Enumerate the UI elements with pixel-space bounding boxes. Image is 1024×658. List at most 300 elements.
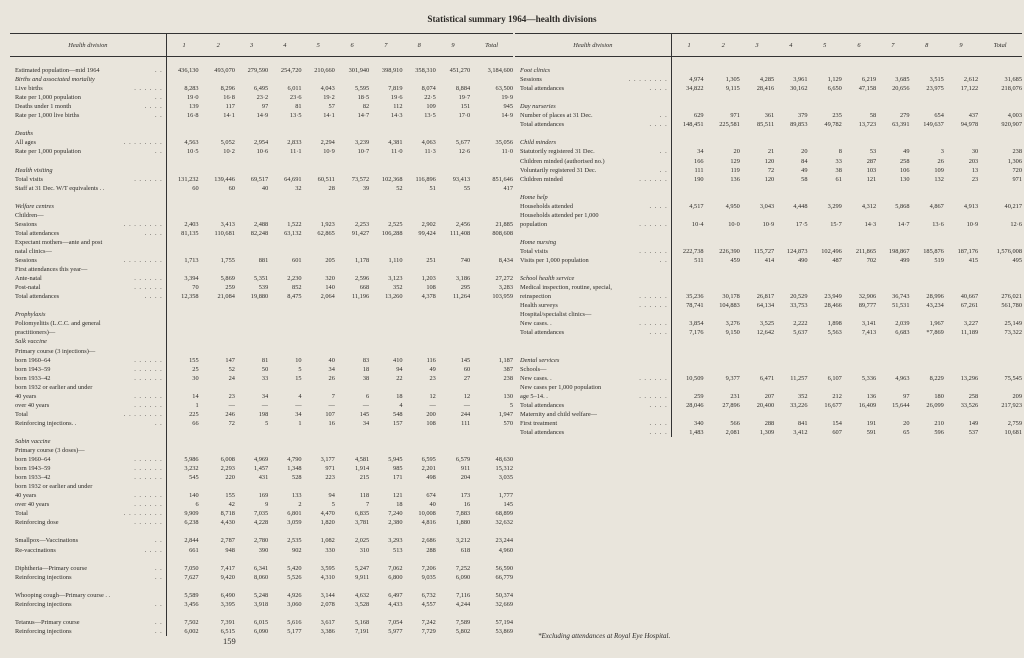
row-label	[515, 410, 671, 419]
row-label-text: New cases per 1,000 population	[520, 383, 602, 391]
value-cell	[235, 247, 268, 256]
value-cell	[235, 301, 268, 310]
row-label-text: Foot clinics	[520, 67, 551, 75]
value-cell: 539	[258, 284, 269, 292]
value-cell	[335, 193, 369, 202]
value-cell: 2,293	[220, 465, 235, 473]
row-label	[10, 120, 166, 129]
value-cell: 173	[460, 492, 471, 500]
leader-dots: . . . . . . . .	[123, 257, 163, 265]
value-cell	[166, 301, 201, 310]
table-row	[10, 473, 513, 482]
value-cell: 136	[730, 175, 740, 183]
value-cell: 2,201	[421, 465, 436, 473]
value-cell: 10,008	[418, 510, 436, 518]
total-cell: 238	[503, 374, 513, 382]
value-cell: 104,883	[719, 302, 740, 310]
value-cell	[235, 582, 268, 591]
value-cell	[671, 66, 706, 75]
value-cell	[436, 157, 470, 166]
value-cell	[944, 283, 978, 292]
row-label-text: Post-natal	[15, 284, 41, 292]
row-label	[10, 238, 166, 247]
value-cell	[403, 57, 436, 67]
value-cell	[302, 238, 335, 247]
total-cell: 971	[1012, 175, 1022, 183]
row-label	[10, 274, 166, 283]
table-row	[10, 310, 513, 319]
table-row	[515, 310, 1022, 319]
value-cell	[268, 301, 301, 310]
value-cell: 14·9	[256, 112, 269, 120]
total-cell	[470, 428, 513, 437]
row-label	[10, 93, 166, 102]
row-label-text: Salk vaccine	[15, 338, 47, 346]
value-cell: 5,802	[455, 627, 471, 635]
row-label-text: Expectant mothers—ante and post	[15, 238, 103, 246]
left-statistics-table	[10, 33, 513, 636]
value-cell: 3,060	[287, 600, 302, 608]
value-cell	[403, 238, 436, 247]
value-cell: 185,876	[923, 247, 944, 255]
total-cell	[470, 310, 513, 319]
value-cell: 7,413	[861, 329, 877, 337]
value-cell: 121	[866, 175, 877, 183]
value-cell: 36,743	[892, 293, 910, 301]
total-cell: 27,272	[495, 275, 513, 283]
row-label-text: Re-vaccinations	[15, 546, 56, 554]
value-cell	[166, 347, 201, 356]
value-cell: 4,228	[253, 519, 269, 527]
total-cell	[470, 75, 513, 84]
value-cell	[808, 274, 842, 283]
value-cell: 33,753	[790, 302, 808, 310]
value-cell	[910, 356, 944, 365]
value-cell: 51	[429, 184, 436, 192]
value-cell	[202, 328, 235, 337]
value-cell: 6,497	[388, 591, 403, 599]
table-row	[10, 464, 513, 473]
value-cell	[774, 102, 807, 111]
value-cell	[774, 365, 807, 374]
value-cell	[842, 229, 876, 238]
row-label-text: Total attendances	[520, 121, 565, 129]
value-cell	[403, 301, 436, 310]
total-cell	[470, 157, 513, 166]
row-label-text: natal clinics—	[15, 247, 52, 255]
row-label	[515, 256, 671, 265]
value-cell	[740, 57, 774, 67]
value-cell: 17·5	[795, 220, 808, 228]
value-cell: 78,741	[671, 301, 706, 310]
table-row	[10, 301, 513, 310]
value-cell	[166, 120, 201, 129]
value-cell: 49	[903, 148, 910, 156]
value-cell: 985	[393, 465, 403, 473]
value-cell	[369, 347, 402, 356]
total-cell	[978, 410, 1022, 419]
value-cell	[740, 265, 774, 274]
value-cell: 4	[298, 392, 302, 400]
value-cell: 4,557	[421, 600, 436, 608]
value-cell: 3,212	[455, 537, 471, 545]
value-cell: 117	[225, 103, 235, 111]
value-cell: 537	[968, 428, 979, 436]
value-cell	[335, 482, 369, 491]
row-label-text: Deaths	[15, 130, 33, 138]
table-row	[515, 193, 1022, 202]
leader-dots: . .	[154, 618, 163, 626]
value-cell: 2,078	[320, 600, 335, 608]
value-cell	[910, 410, 944, 419]
value-cell: 93,413	[452, 175, 471, 183]
value-cell	[302, 166, 335, 175]
total-cell: 4,960	[498, 546, 513, 554]
value-cell	[808, 337, 842, 346]
value-cell	[774, 229, 807, 238]
value-cell: 948	[225, 546, 235, 554]
value-cell: 3,059	[287, 519, 302, 527]
value-cell	[740, 383, 774, 392]
row-label-text: Estimated population—mid 1964	[15, 67, 100, 75]
value-cell: 26,099	[926, 401, 944, 409]
value-cell: 436,130	[166, 66, 201, 75]
table-row	[515, 66, 1022, 75]
table-row	[515, 138, 1022, 147]
value-cell	[436, 555, 470, 564]
value-cell: 2,294	[320, 139, 335, 147]
row-label	[10, 546, 166, 555]
value-cell	[707, 265, 740, 274]
total-cell	[978, 102, 1022, 111]
value-cell: 6,490	[220, 591, 235, 599]
value-cell: 2,535	[287, 537, 302, 545]
value-cell	[944, 238, 978, 247]
value-cell	[335, 75, 369, 84]
value-cell: 607	[832, 428, 842, 436]
value-cell: 4,950	[725, 202, 740, 210]
table-row	[515, 347, 1022, 356]
value-cell	[369, 166, 402, 175]
value-cell	[335, 265, 369, 274]
value-cell	[235, 437, 268, 446]
table-row	[10, 129, 513, 138]
total-cell: 1,576,008	[996, 247, 1022, 255]
value-cell: 13·5	[424, 112, 436, 120]
leader-dots: . . . . . . . .	[123, 220, 163, 228]
row-label	[10, 437, 166, 446]
value-cell	[403, 582, 436, 591]
value-cell: *7,869	[926, 329, 944, 337]
value-cell: 3,515	[929, 76, 944, 84]
total-cell	[470, 129, 513, 138]
value-cell	[740, 238, 774, 247]
total-cell: 63,500	[495, 85, 513, 93]
value-cell	[302, 247, 335, 256]
table-row	[515, 84, 1022, 93]
value-cell	[808, 383, 842, 392]
value-cell: 30,178	[722, 293, 740, 301]
table-row	[10, 283, 513, 292]
total-cell: 570	[503, 419, 513, 427]
row-label	[515, 166, 671, 175]
value-cell	[671, 383, 706, 392]
table-row	[515, 401, 1022, 410]
value-cell: 119	[730, 166, 740, 174]
leader-dots: . .	[659, 257, 668, 265]
value-cell	[707, 57, 740, 67]
value-cell: 16,677	[824, 401, 842, 409]
value-cell	[774, 129, 807, 138]
value-cell	[808, 102, 842, 111]
value-cell: 116,896	[415, 175, 436, 183]
value-cell: 109	[934, 166, 944, 174]
table-row	[10, 319, 513, 328]
row-label	[10, 256, 166, 265]
value-cell	[707, 102, 740, 111]
value-cell	[403, 383, 436, 392]
value-cell	[202, 247, 235, 256]
row-label	[10, 627, 166, 636]
leader-dots: . . . . . . . .	[123, 510, 163, 518]
row-label-text: Sabin vaccine	[15, 437, 51, 445]
value-cell	[369, 582, 402, 591]
value-cell	[808, 347, 842, 356]
value-cell: 19·2	[323, 94, 335, 102]
value-cell	[268, 609, 301, 618]
value-cell	[774, 265, 807, 274]
value-cell	[740, 337, 774, 346]
value-cell: 63,132	[284, 229, 302, 237]
value-cell: 6,835	[354, 510, 370, 518]
value-cell	[166, 609, 201, 618]
value-cell	[707, 229, 740, 238]
value-cell	[808, 365, 842, 374]
value-cell	[910, 66, 944, 75]
row-label-text: Children minded	[520, 175, 563, 183]
value-cell: 5,977	[388, 627, 403, 635]
leader-dots: . . . . . .	[134, 501, 163, 509]
value-cell: 6,595	[421, 456, 436, 464]
value-cell: 287	[866, 157, 877, 165]
leader-dots: . . . . . .	[134, 474, 163, 482]
leader-dots: . . . . . . . .	[628, 76, 668, 84]
value-cell: 16·8	[166, 111, 201, 120]
value-cell: 220	[225, 474, 235, 482]
total-cell: 4,003	[1007, 112, 1022, 120]
value-cell	[671, 184, 706, 193]
leader-dots: . . . .	[144, 546, 163, 554]
value-cell: 740	[460, 257, 471, 265]
value-cell: 26	[937, 157, 944, 165]
table-row	[10, 138, 513, 147]
row-label-text: Reinforcing injections	[15, 600, 72, 608]
value-cell: 3,177	[320, 456, 335, 464]
row-label-text: Statutorily registered 31 Dec.	[520, 148, 595, 156]
value-cell: 4,310	[320, 573, 335, 581]
row-label	[515, 301, 671, 310]
value-cell: 3,227	[963, 320, 979, 328]
value-cell: 157	[393, 419, 403, 427]
value-cell: 437	[968, 112, 979, 120]
total-cell	[978, 365, 1022, 374]
value-cell: 212	[832, 392, 842, 400]
total-cell	[470, 120, 513, 129]
value-cell: 108	[426, 419, 436, 427]
value-cell: 51,531	[892, 302, 910, 310]
value-cell	[910, 138, 944, 147]
value-cell	[842, 310, 876, 319]
value-cell	[335, 129, 369, 138]
value-cell: 3,617	[320, 618, 335, 626]
value-cell	[369, 211, 402, 220]
value-cell	[268, 328, 301, 337]
value-cell	[740, 310, 774, 319]
value-cell: 19·7	[458, 94, 471, 102]
value-cell: 2,222	[793, 320, 808, 328]
value-cell: 4,581	[354, 456, 370, 464]
row-label	[10, 102, 166, 111]
value-cell: 52	[228, 365, 235, 373]
value-cell: 4,244	[455, 600, 471, 608]
value-cell: 72	[767, 166, 775, 174]
value-cell	[740, 283, 774, 292]
value-cell: 12	[463, 392, 471, 400]
value-cell	[842, 265, 876, 274]
row-label-text: First attendances this year—	[15, 266, 88, 274]
value-cell: 5,420	[287, 564, 302, 572]
page-number: 159	[223, 636, 236, 646]
value-cell: 35,236	[671, 292, 706, 301]
value-cell: 3,456	[166, 600, 201, 609]
total-cell: 12·6	[1010, 220, 1022, 228]
value-cell: 82,248	[250, 229, 269, 237]
value-cell	[166, 437, 201, 446]
table-row	[515, 129, 1022, 138]
value-cell: 398,910	[381, 67, 403, 75]
value-cell: 4,285	[759, 76, 775, 84]
value-cell: 2,902	[421, 220, 436, 228]
table-row	[515, 356, 1022, 365]
leader-dots: . . . .	[649, 121, 668, 129]
value-cell: 166	[671, 157, 706, 166]
value-cell	[166, 383, 201, 392]
total-cell	[470, 609, 513, 618]
value-cell	[808, 356, 842, 365]
value-cell	[235, 446, 268, 455]
table-row	[515, 57, 1022, 67]
row-label	[10, 609, 166, 618]
value-cell	[944, 102, 978, 111]
value-cell	[335, 211, 369, 220]
table-row	[10, 527, 513, 536]
value-cell: 23,975	[926, 85, 944, 93]
total-cell	[978, 274, 1022, 283]
value-cell	[910, 365, 944, 374]
row-label-text: population	[520, 220, 548, 228]
value-cell	[302, 202, 335, 211]
table-row	[10, 238, 513, 247]
value-cell: 133	[292, 492, 302, 500]
leader-dots: . . . . . .	[639, 392, 668, 400]
leader-dots: . . . . . .	[639, 320, 668, 328]
value-cell	[671, 193, 706, 202]
col-header: 9	[944, 34, 978, 57]
value-cell: 661	[166, 546, 201, 555]
value-cell	[202, 75, 235, 84]
value-cell: 4,816	[421, 519, 436, 527]
value-cell: 13,260	[385, 293, 403, 301]
value-cell: 19·0	[166, 93, 201, 102]
value-cell: 493,070	[214, 67, 235, 75]
leader-dots: . . . .	[649, 401, 668, 409]
total-cell: 920,907	[1001, 121, 1022, 129]
value-cell	[166, 129, 201, 138]
value-cell	[369, 202, 402, 211]
value-cell: 109	[426, 103, 436, 111]
total-cell: 808,608	[492, 229, 513, 237]
value-cell: 81	[261, 356, 269, 364]
value-cell: 4,043	[320, 85, 335, 93]
value-cell: 1,914	[354, 465, 370, 473]
value-cell: 6,732	[421, 591, 436, 599]
value-cell: 10·9	[323, 148, 335, 156]
table-row	[10, 247, 513, 256]
value-cell	[403, 319, 436, 328]
value-cell	[335, 166, 369, 175]
total-cell	[978, 193, 1022, 202]
value-cell: 83	[362, 356, 370, 364]
value-cell: 140	[166, 491, 201, 500]
value-cell	[774, 138, 807, 147]
row-label	[10, 500, 166, 509]
value-cell: 120	[764, 175, 775, 183]
value-cell	[235, 57, 268, 67]
total-cell	[470, 383, 513, 392]
value-cell: 23·2	[256, 94, 269, 102]
value-cell: 40	[429, 501, 436, 509]
value-cell	[302, 328, 335, 337]
value-cell: 190	[671, 175, 706, 184]
value-cell	[774, 193, 807, 202]
value-cell	[910, 102, 944, 111]
value-cell: 139,446	[214, 175, 235, 183]
value-cell: 40,667	[960, 293, 979, 301]
leader-dots: . . . . . .	[639, 293, 668, 301]
value-cell	[842, 410, 876, 419]
total-cell: 66,779	[495, 573, 513, 581]
value-cell	[302, 582, 335, 591]
total-cell: 3,184,600	[487, 67, 513, 75]
value-cell	[369, 247, 402, 256]
value-cell: 4,312	[861, 202, 877, 210]
table-row	[10, 600, 513, 609]
value-cell	[436, 75, 470, 84]
value-cell	[268, 582, 301, 591]
value-cell	[369, 319, 402, 328]
row-label	[10, 310, 166, 319]
value-cell	[335, 247, 369, 256]
value-cell	[302, 347, 335, 356]
value-cell: 20,400	[756, 401, 775, 409]
col-header: 3	[740, 34, 774, 57]
value-cell: 40	[261, 184, 269, 192]
value-cell: 3,386	[320, 627, 335, 635]
value-cell: 3,186	[455, 275, 471, 283]
value-cell	[740, 356, 774, 365]
value-cell	[268, 238, 301, 247]
value-cell: 513	[393, 546, 403, 554]
